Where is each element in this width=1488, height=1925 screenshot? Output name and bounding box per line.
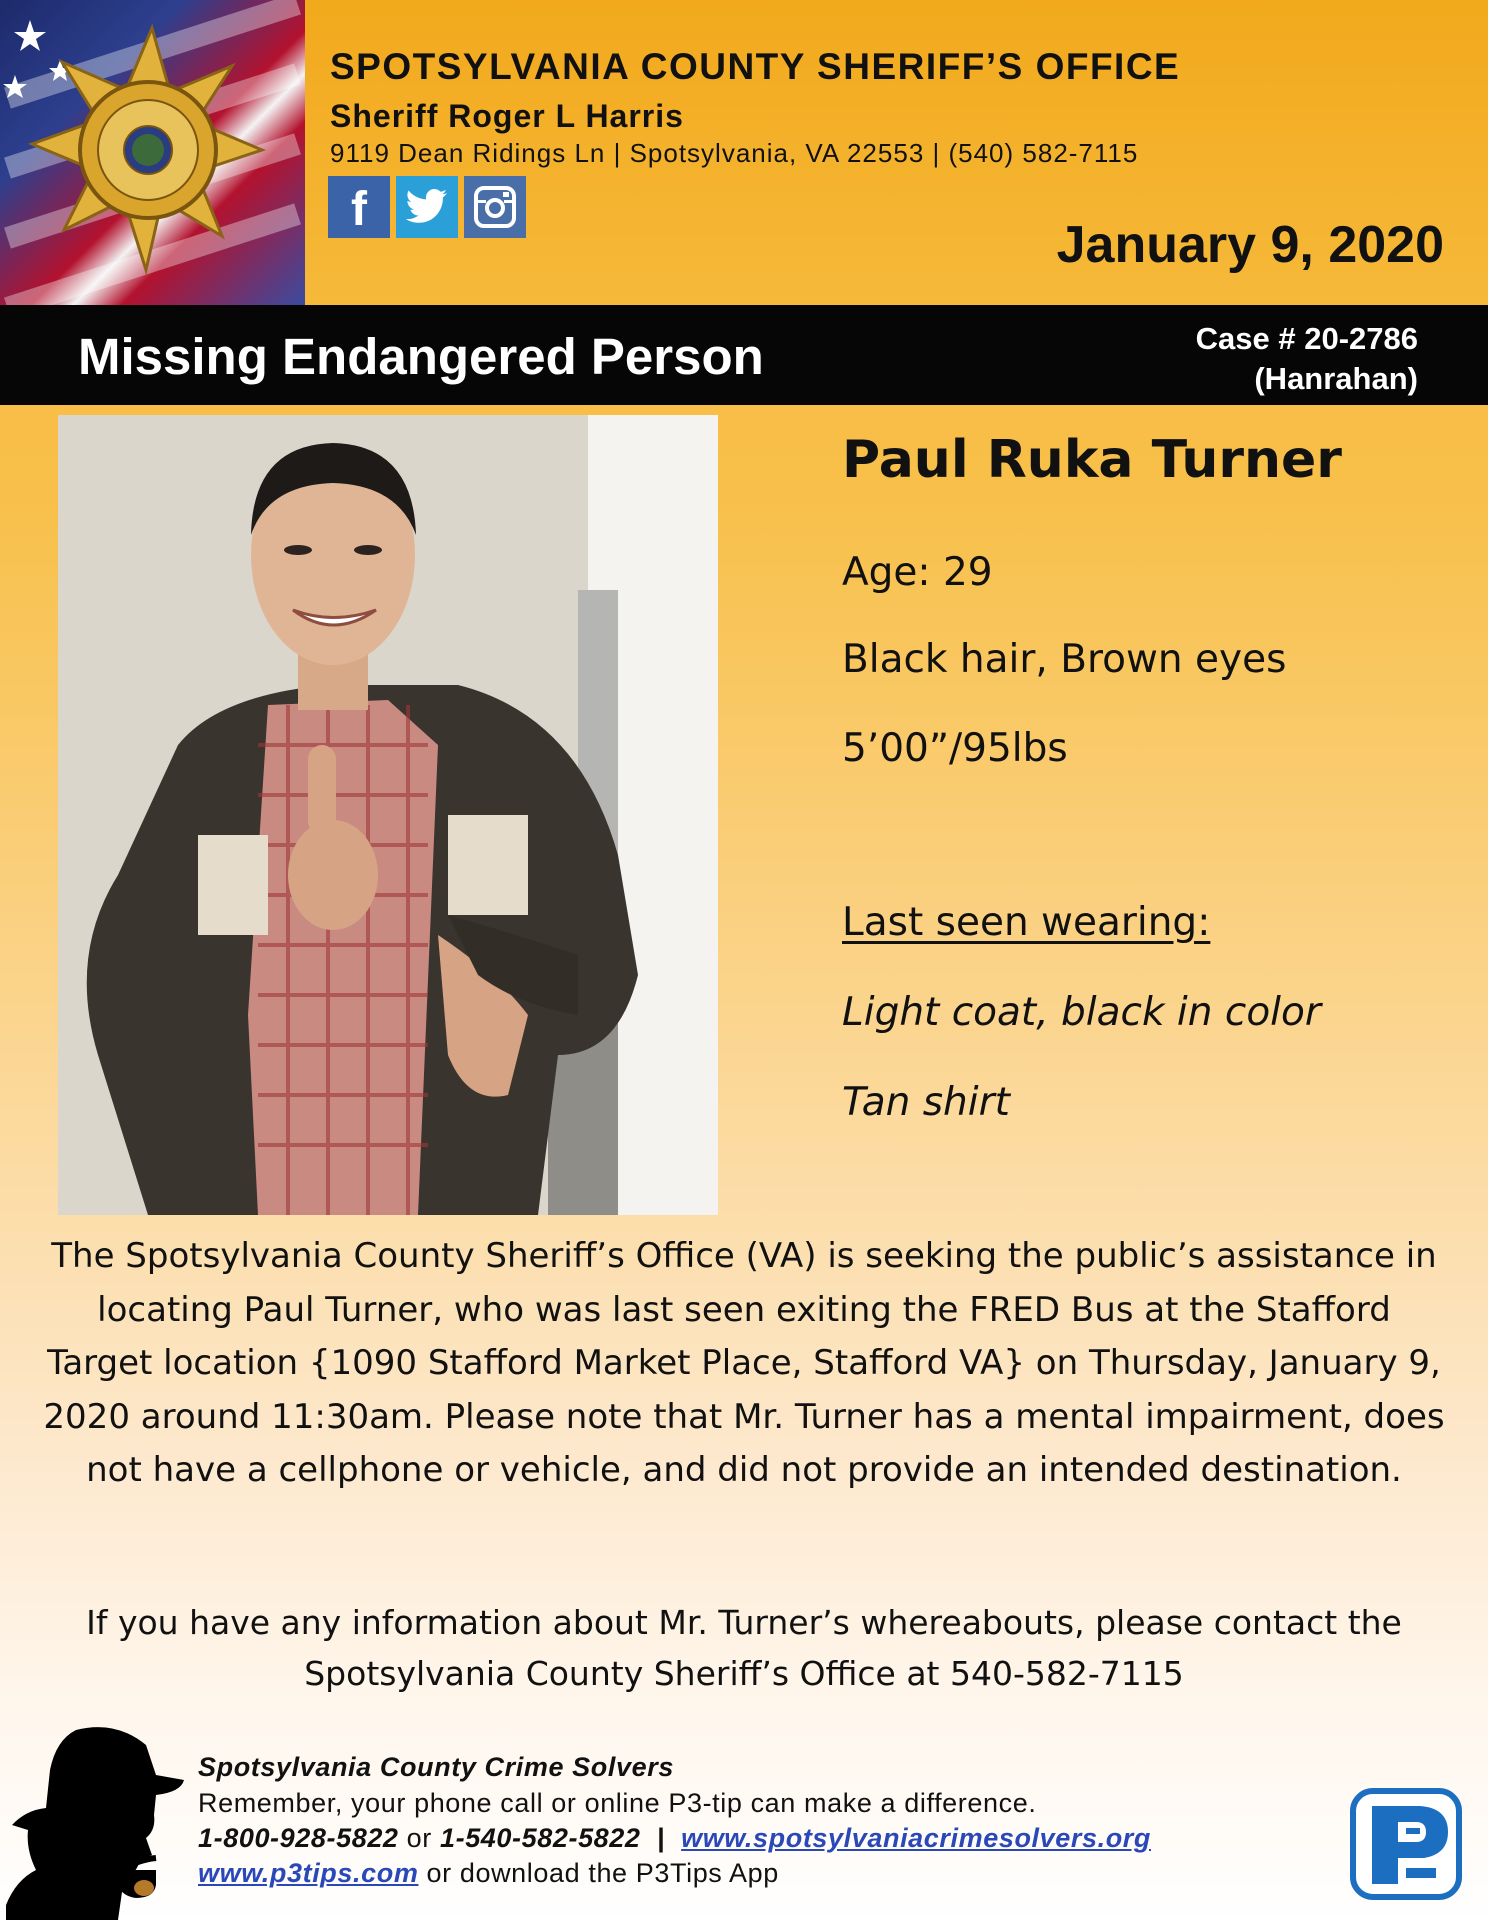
case-number: Case # 20-2786	[1195, 321, 1418, 356]
incident-description: The Spotsylvania County Sheriff’s Office (VA) is seeking the public’s assistance in locating Paul Turner, who was last seen exiting the FRED Bus at the Stafford Target location {1090 Stafford Market Place, Stafford VA} on Thursday, January 9, 2020 around 11:30am. Please note that Mr. Turner has a mental impairment, does not have a cellphone or vehicle, and did not provide an intended destination.	[43, 1236, 1445, 1490]
bulletin-title: Missing Endangered Person	[78, 328, 764, 385]
separator: |	[640, 1823, 682, 1853]
person-name: Paul Ruka Turner	[842, 430, 1342, 490]
crime-solvers-contacts	[198, 1823, 1151, 1854]
svg-text:f: f	[351, 183, 367, 231]
person-features: Black hair, Brown eyes	[842, 637, 1287, 682]
or-text: or	[398, 1823, 440, 1853]
case-investigator: (Hanrahan)	[1254, 361, 1418, 396]
address-line: 9119 Dean Ridings Ln | Spotsylvania, VA 22553 | (540) 582-7115	[330, 138, 1139, 168]
crime-solvers-title: Spotsylvania County Crime Solvers	[198, 1752, 674, 1782]
bulletin-date: January 9, 2020	[1056, 216, 1444, 274]
clothing-item: Light coat, black in color	[842, 990, 1321, 1035]
sheriff-name: Sheriff Roger L Harris	[330, 98, 684, 134]
facebook-icon[interactable]	[328, 176, 390, 238]
organization-name: SPOTSYLVANIA COUNTY SHERIFF’S OFFICE	[330, 46, 1181, 87]
twitter-icon[interactable]	[396, 176, 458, 238]
detective-silhouette-icon	[6, 1720, 196, 1920]
p3tips-website-link[interactable]: www.p3tips.com	[198, 1858, 419, 1888]
clothing-item: Tan shirt	[842, 1080, 1010, 1125]
header	[0, 0, 1488, 305]
p3-tips-logo[interactable]	[1350, 1788, 1462, 1900]
phone-number-2[interactable]: 1-540-582-5822	[439, 1823, 641, 1853]
phone-number-1[interactable]: 1-800-928-5822	[198, 1823, 399, 1853]
sheriff-badge-logo	[0, 0, 305, 305]
title-banner	[0, 305, 1488, 405]
p3tips-line	[198, 1858, 779, 1889]
contact-instructions: If you have any information about Mr. Turner’s whereabouts, please contact the Spotsylvania County Sheriff’s Office at 540-582-7115	[86, 1603, 1402, 1693]
instagram-icon[interactable]	[464, 176, 526, 238]
missing-person-photo	[58, 415, 718, 1215]
person-age: Age: 29	[842, 550, 993, 595]
crime-solvers-tagline: Remember, your phone call or online P3-tip can make a difference.	[198, 1788, 1037, 1818]
clothing-heading: Last seen wearing:	[842, 900, 1211, 945]
crime-solvers-website-link[interactable]: www.spotsylvaniacrimesolvers.org	[681, 1823, 1151, 1853]
person-height-weight: 5’00”/95lbs	[842, 726, 1068, 771]
p3tips-app-text: or download the P3Tips App	[418, 1858, 779, 1888]
